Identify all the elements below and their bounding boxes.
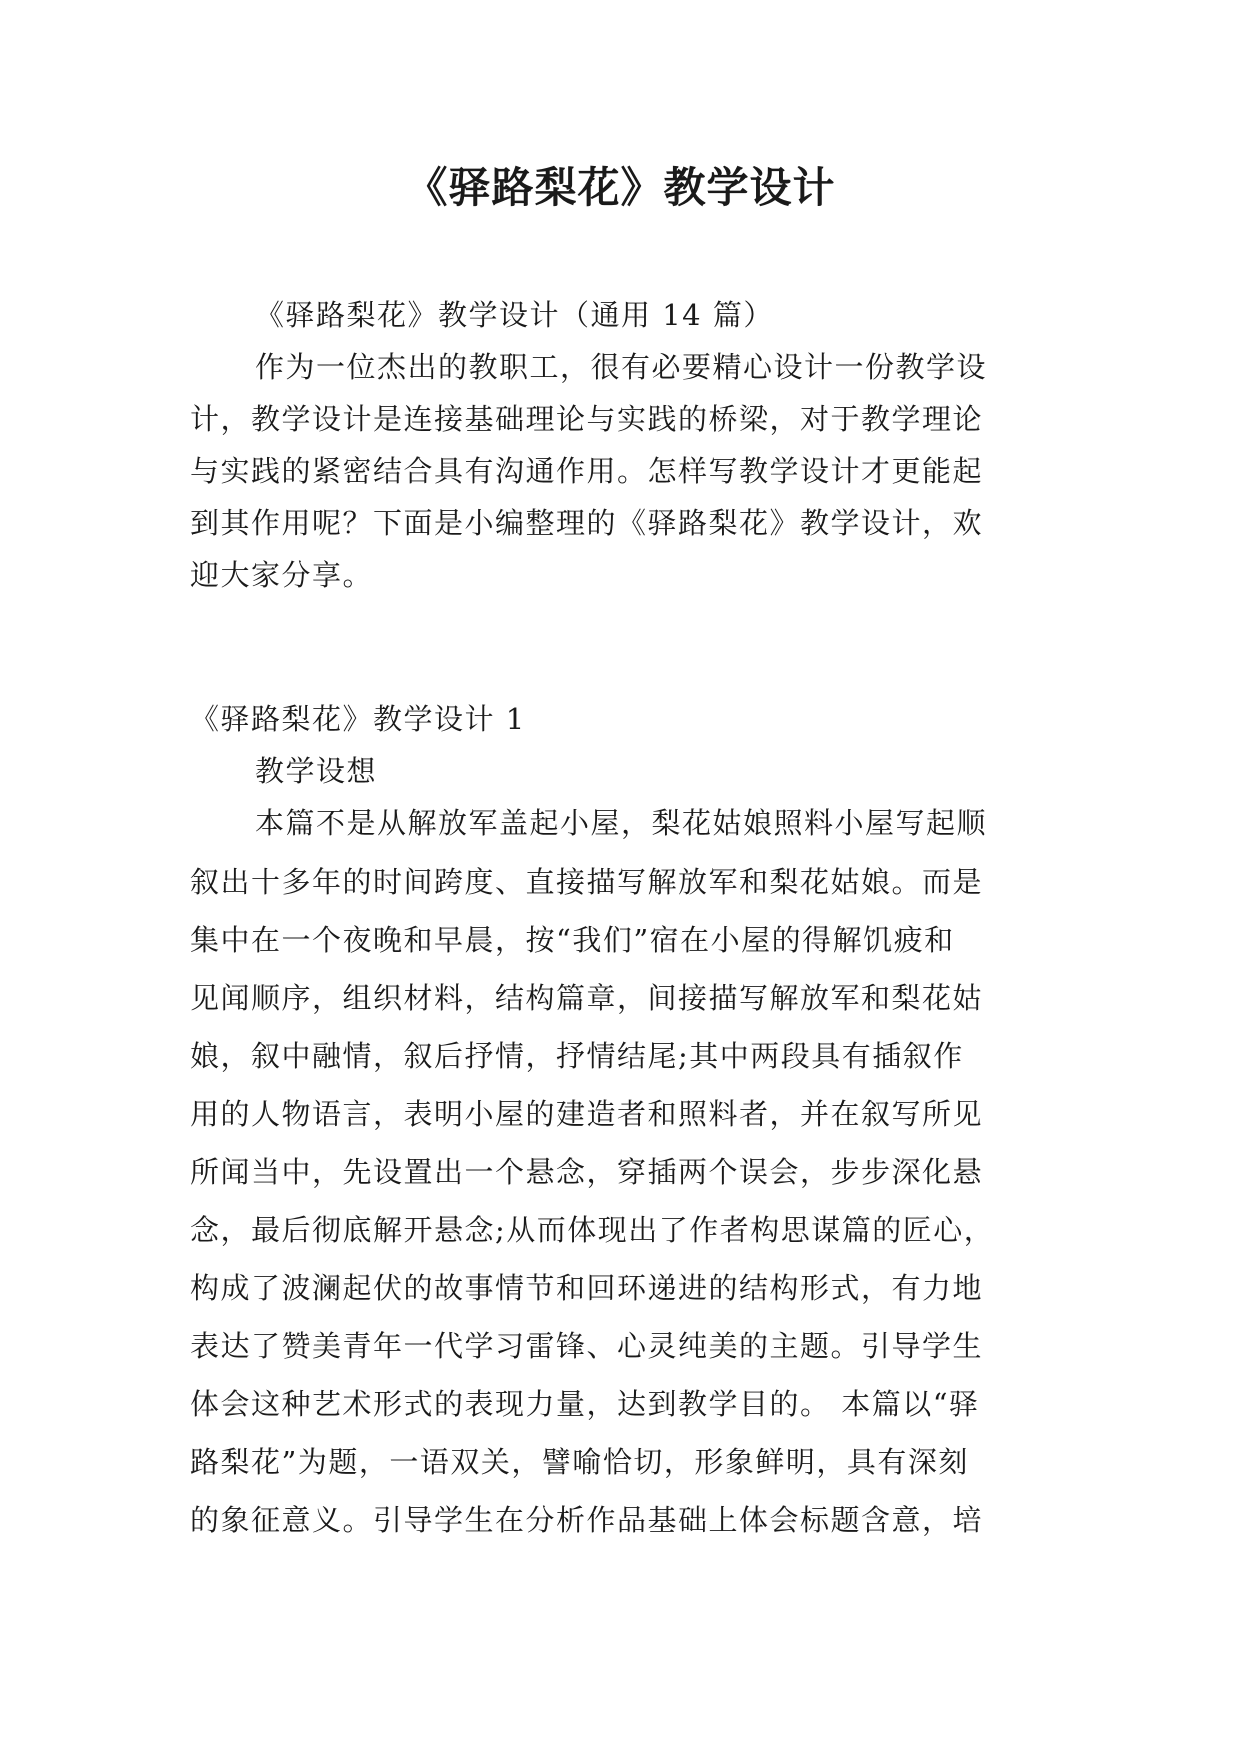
body-line: 叙出十多年的时间跨度、直接描写解放军和梨花姑娘。而是 bbox=[190, 865, 984, 899]
intro-line: 与实践的紧密结合具有沟通作用。怎样写教学设计才更能起 bbox=[190, 454, 984, 488]
body-line: 本篇不是从解放军盖起小屋，梨花姑娘照料小屋写起顺 bbox=[255, 806, 988, 840]
intro-line: 迎大家分享。 bbox=[190, 558, 374, 592]
body-line: 见闻顺序，组织材料，结构篇章，间接描写解放军和梨花姑 bbox=[190, 981, 984, 1015]
document-subtitle: 《驿路梨花》教学设计（通用 14 篇） bbox=[255, 298, 774, 332]
body-line: 构成了波澜起伏的故事情节和回环递进的结构形式，有力地 bbox=[190, 1271, 984, 1305]
body-line: 所闻当中，先设置出一个悬念，穿插两个误会，步步深化悬 bbox=[190, 1155, 984, 1189]
body-line: 娘，叙中融情，叙后抒情，抒情结尾;其中两段具有插叙作 bbox=[190, 1039, 964, 1073]
body-line: 路梨花”为题，一语双关，譬喻恰切，形象鲜明，具有深刻 bbox=[190, 1445, 969, 1479]
section-heading: 《驿路梨花》教学设计 1 bbox=[190, 702, 526, 736]
section-subheading: 教学设想 bbox=[255, 754, 378, 788]
body-line: 体会这种艺术形式的表现力量，达到教学目的。 本篇以“驿 bbox=[190, 1387, 980, 1421]
body-line: 的象征意义。引导学生在分析作品基础上体会标题含意，培 bbox=[190, 1503, 984, 1537]
body-line: 用的人物语言，表明小屋的建造者和照料者，并在叙写所见 bbox=[190, 1097, 984, 1131]
body-line: 表达了赞美青年一代学习雷锋、心灵纯美的主题。引导学生 bbox=[190, 1329, 984, 1363]
body-line: 念，最后彻底解开悬念;从而体现出了作者构思谋篇的匠心， bbox=[190, 1213, 995, 1247]
intro-line: 作为一位杰出的教职工，很有必要精心设计一份教学设 bbox=[255, 350, 988, 384]
intro-line: 到其作用呢？下面是小编整理的《驿路梨花》教学设计，欢 bbox=[190, 506, 984, 540]
document-title: 《驿路梨花》教学设计 bbox=[405, 163, 836, 212]
intro-line: 计，教学设计是连接基础理论与实践的桥梁，对于教学理论 bbox=[190, 402, 984, 436]
body-line: 集中在一个夜晚和早晨，按“我们”宿在小屋的得解饥疲和 bbox=[190, 923, 955, 957]
